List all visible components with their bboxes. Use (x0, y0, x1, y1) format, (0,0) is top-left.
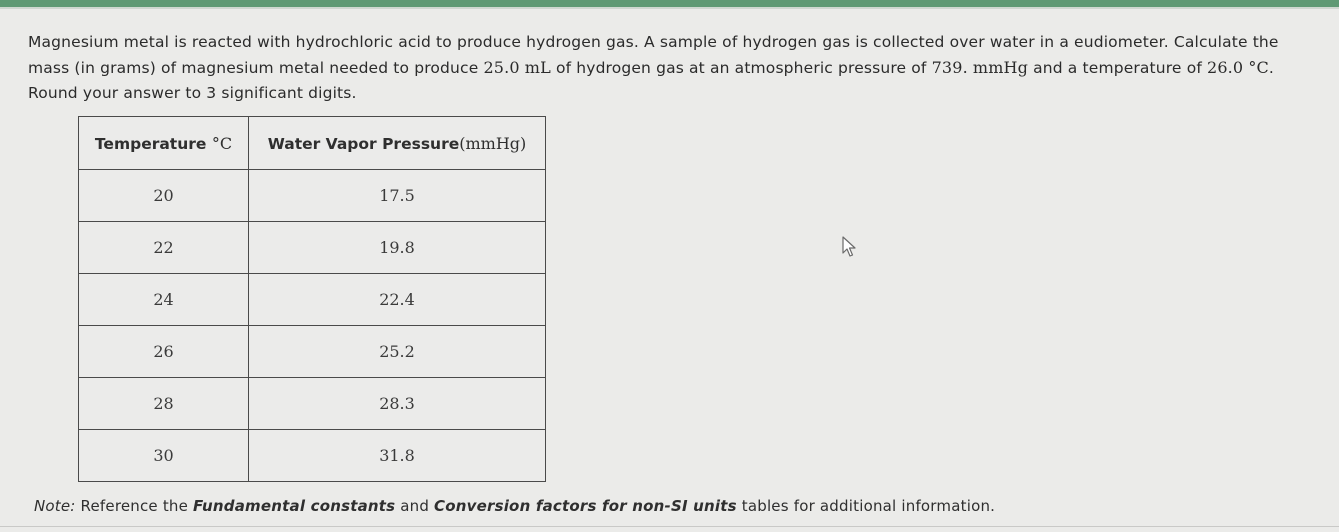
temperature-unit: °C (1248, 58, 1269, 77)
reference-note (34, 497, 995, 515)
vapor-pressure-cell: 22.4 (249, 274, 546, 326)
vapor-pressure-cell: 19.8 (249, 222, 546, 274)
temperature-cell: 22 (79, 222, 249, 274)
table-header-row (79, 117, 546, 170)
header-vp-unit: (mmHg) (459, 133, 527, 153)
temperature-value: 26.0 (1207, 58, 1244, 77)
header-temperature-unit: °C (211, 133, 233, 153)
header-water-vapor-pressure (249, 117, 546, 170)
question-part-4: . Round your answer to 3 significant digits. (28, 59, 1274, 102)
table-row (79, 274, 546, 326)
temperature-cell: 30 (79, 430, 249, 482)
note-label: Note: (34, 497, 76, 515)
temperature-cell: 28 (79, 378, 249, 430)
question-part-3: and a temperature of (1028, 59, 1208, 77)
vapor-pressure-cell: 17.5 (249, 170, 546, 222)
table-row (79, 378, 546, 430)
pressure-unit: mmHg (972, 58, 1029, 77)
note-text-2: and (395, 497, 435, 515)
table-row (79, 222, 546, 274)
question-text (28, 30, 1318, 106)
table-row (79, 170, 546, 222)
top-bar-divider (0, 7, 1339, 9)
table-row (79, 326, 546, 378)
volume-value: 25.0 (483, 58, 520, 77)
conversion-factors-link[interactable]: Conversion factors for non-SI units (434, 497, 737, 515)
question-part-2: of hydrogen gas at an atmospheric pressure of (550, 59, 932, 77)
temperature-cell: 24 (79, 274, 249, 326)
fundamental-constants-link[interactable]: Fundamental constants (193, 497, 396, 515)
top-accent-bar (0, 0, 1339, 7)
volume-unit: mL (524, 58, 551, 77)
pressure-value: 739. (931, 58, 968, 77)
question-part-1: Magnesium metal is reacted with hydrochloric acid to produce hydrogen gas. A sample of hydrogen gas is collected over water in a eudiometer. Calculate the mass (in grams) of magnesium metal needed to produce (28, 33, 1279, 77)
bottom-divider (0, 526, 1339, 527)
table-row (79, 430, 546, 482)
temperature-cell: 26 (79, 326, 249, 378)
header-temperature-label: Temperature (94, 134, 207, 153)
water-vapor-pressure-table (78, 116, 546, 482)
mouse-pointer-icon (842, 236, 856, 258)
vapor-pressure-cell: 25.2 (249, 326, 546, 378)
vapor-pressure-cell: 28.3 (249, 378, 546, 430)
note-text-3: tables for additional information. (736, 497, 996, 515)
header-temperature (79, 117, 249, 170)
note-text-1: Reference the (75, 497, 194, 515)
header-vp-label: Water Vapor Pressure (267, 134, 460, 153)
temperature-cell: 20 (79, 170, 249, 222)
vapor-pressure-cell: 31.8 (249, 430, 546, 482)
